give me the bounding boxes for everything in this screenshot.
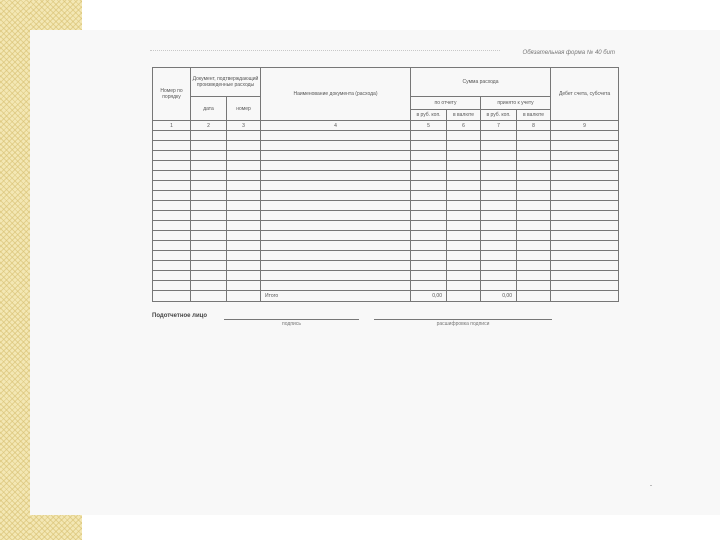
header-by-report: по отчету	[411, 97, 481, 110]
table-cell	[447, 271, 481, 281]
form-label: Обязательная форма № 40 бит	[522, 50, 615, 56]
total-blank-cell	[551, 291, 619, 302]
table-cell	[153, 141, 191, 151]
table-cell	[261, 261, 411, 271]
table-cell	[191, 261, 227, 271]
table-cell	[153, 241, 191, 251]
table-cell	[191, 161, 227, 171]
table-cell	[153, 171, 191, 181]
table-cell	[481, 251, 517, 261]
table-cell	[447, 161, 481, 171]
table-cell	[481, 141, 517, 151]
header-rub-by-report: в руб. коп.	[411, 110, 447, 121]
table-cell	[411, 161, 447, 171]
total-blank-cell	[227, 291, 261, 302]
table-row	[153, 171, 619, 181]
table-cell	[411, 241, 447, 251]
table-cell	[447, 261, 481, 271]
column-number-row	[153, 121, 619, 131]
table-cell	[191, 171, 227, 181]
table-cell	[227, 271, 261, 281]
table-row	[153, 251, 619, 261]
table-cell	[227, 251, 261, 261]
table-cell	[153, 261, 191, 271]
table-cell	[447, 181, 481, 191]
table-cell	[261, 241, 411, 251]
table-cell	[517, 271, 551, 281]
table-cell	[551, 161, 619, 171]
signature-title: Подотчетное лицо	[152, 313, 207, 319]
table-cell	[153, 251, 191, 261]
table-cell	[227, 181, 261, 191]
expense-report-form	[148, 45, 623, 335]
table-cell	[411, 181, 447, 191]
table-cell	[191, 151, 227, 161]
table-cell	[447, 131, 481, 141]
header-document-name: Наименование документа (расхода)	[261, 68, 411, 121]
table-cell	[411, 151, 447, 161]
table-row	[153, 281, 619, 291]
header-dotted-line	[150, 50, 500, 51]
decorative-top-strip	[30, 0, 82, 30]
table-cell	[153, 181, 191, 191]
table-cell	[551, 251, 619, 261]
table-cell	[261, 131, 411, 141]
table-cell	[153, 281, 191, 291]
table-cell	[447, 221, 481, 231]
table-cell	[191, 271, 227, 281]
table-cell	[517, 261, 551, 271]
table-cell	[411, 281, 447, 291]
table-cell	[411, 211, 447, 221]
table-row	[153, 141, 619, 151]
table-cell	[517, 211, 551, 221]
table-cell	[481, 161, 517, 171]
table-cell	[481, 261, 517, 271]
table-cell	[261, 271, 411, 281]
table-cell	[261, 161, 411, 171]
table-row	[153, 131, 619, 141]
total-blank-cell	[191, 291, 227, 302]
name-line	[374, 319, 552, 320]
total-blank-cell	[153, 291, 191, 302]
table-cell	[153, 161, 191, 171]
table-cell	[481, 211, 517, 221]
table-cell	[551, 181, 619, 191]
table-cell	[227, 171, 261, 181]
corner-mark	[650, 485, 652, 486]
table-cell	[261, 171, 411, 181]
table-cell	[447, 251, 481, 261]
table-cell	[447, 201, 481, 211]
signature-caption: подпись	[282, 321, 301, 327]
table-row	[153, 161, 619, 171]
column-number: 6	[447, 121, 481, 131]
table-cell	[517, 191, 551, 201]
table-cell	[261, 201, 411, 211]
decorative-side-strip	[0, 0, 30, 540]
total-blank-cell	[517, 291, 551, 302]
table-cell	[411, 251, 447, 261]
header-currency-by-report: в валюте	[447, 110, 481, 121]
table-cell	[191, 211, 227, 221]
table-cell	[551, 191, 619, 201]
table-cell	[153, 201, 191, 211]
table-cell	[481, 151, 517, 161]
header-document-group: Документ, подтверждающий произведенные расходы	[191, 68, 261, 97]
table-cell	[191, 181, 227, 191]
table-cell	[261, 251, 411, 261]
table-cell	[191, 231, 227, 241]
table-cell	[551, 131, 619, 141]
table-row	[153, 271, 619, 281]
table-cell	[447, 141, 481, 151]
table-cell	[517, 161, 551, 171]
name-caption: расшифровка подписи	[436, 321, 490, 327]
table-cell	[191, 221, 227, 231]
table-cell	[227, 161, 261, 171]
table-cell	[481, 191, 517, 201]
table-cell	[411, 171, 447, 181]
table-cell	[153, 131, 191, 141]
table-cell	[261, 221, 411, 231]
expense-table	[152, 67, 619, 302]
header-accepted: принято к учету	[481, 97, 551, 110]
column-number: 5	[411, 121, 447, 131]
total-accepted-rub: 0,00	[481, 291, 517, 302]
table-cell	[227, 151, 261, 161]
table-row	[153, 151, 619, 161]
table-cell	[551, 171, 619, 181]
table-cell	[551, 231, 619, 241]
total-by-report-rub: 0,00	[411, 291, 447, 302]
table-cell	[191, 241, 227, 251]
table-row	[153, 241, 619, 251]
table-cell	[517, 231, 551, 241]
table-cell	[227, 131, 261, 141]
table-cell	[227, 211, 261, 221]
table-cell	[411, 221, 447, 231]
table-cell	[481, 221, 517, 231]
table-cell	[447, 171, 481, 181]
table-cell	[261, 281, 411, 291]
table-cell	[517, 181, 551, 191]
table-cell	[517, 221, 551, 231]
table-cell	[517, 131, 551, 141]
table-cell	[517, 241, 551, 251]
table-cell	[411, 261, 447, 271]
table-cell	[153, 191, 191, 201]
table-cell	[153, 211, 191, 221]
table-cell	[447, 241, 481, 251]
total-row	[153, 291, 619, 302]
table-cell	[227, 141, 261, 151]
table-cell	[261, 231, 411, 241]
table-row	[153, 201, 619, 211]
column-number: 3	[227, 121, 261, 131]
table-cell	[517, 281, 551, 291]
header-sum-group: Сумма расхода	[411, 68, 551, 97]
table-cell	[191, 131, 227, 141]
table-cell	[227, 221, 261, 231]
table-cell	[191, 281, 227, 291]
table-cell	[481, 131, 517, 141]
table-cell	[411, 271, 447, 281]
header-date: дата	[191, 97, 227, 121]
table-row	[153, 231, 619, 241]
header-number: номер	[227, 97, 261, 121]
column-number: 7	[481, 121, 517, 131]
table-cell	[447, 231, 481, 241]
table-cell	[261, 181, 411, 191]
table-cell	[191, 191, 227, 201]
column-number: 2	[191, 121, 227, 131]
table-cell	[153, 271, 191, 281]
table-cell	[447, 211, 481, 221]
table-cell	[481, 271, 517, 281]
signature-line	[224, 319, 359, 320]
table-row	[153, 191, 619, 201]
table-cell	[411, 231, 447, 241]
header-debit-account: Дебет счета, субсчета	[551, 68, 619, 121]
table-cell	[551, 281, 619, 291]
table-cell	[191, 201, 227, 211]
table-cell	[517, 151, 551, 161]
empty-rows	[153, 131, 619, 291]
decorative-bottom-strip	[30, 515, 82, 540]
table-cell	[517, 171, 551, 181]
table-cell	[551, 271, 619, 281]
table-cell	[411, 191, 447, 201]
table-cell	[227, 231, 261, 241]
table-cell	[261, 211, 411, 221]
table-cell	[481, 181, 517, 191]
table-cell	[411, 201, 447, 211]
column-number: 4	[261, 121, 411, 131]
table-cell	[447, 151, 481, 161]
table-cell	[517, 141, 551, 151]
table-cell	[447, 191, 481, 201]
table-cell	[153, 151, 191, 161]
table-cell	[227, 281, 261, 291]
table-cell	[517, 201, 551, 211]
table-cell	[481, 171, 517, 181]
table-cell	[411, 131, 447, 141]
column-number: 8	[517, 121, 551, 131]
table-cell	[551, 221, 619, 231]
table-cell	[261, 141, 411, 151]
table-cell	[153, 221, 191, 231]
header-currency-accepted: в валюте	[517, 110, 551, 121]
total-label: Итого	[261, 291, 411, 302]
table-cell	[227, 191, 261, 201]
table-cell	[551, 241, 619, 251]
table-cell	[551, 151, 619, 161]
table-cell	[227, 201, 261, 211]
table-cell	[551, 201, 619, 211]
table-cell	[191, 141, 227, 151]
table-cell	[261, 191, 411, 201]
column-number: 9	[551, 121, 619, 131]
table-cell	[551, 211, 619, 221]
table-cell	[227, 261, 261, 271]
total-blank-cell	[447, 291, 481, 302]
table-cell	[481, 281, 517, 291]
table-cell	[481, 241, 517, 251]
signature-block	[152, 313, 622, 333]
table-row	[153, 211, 619, 221]
header-rub-accepted: в руб. коп.	[481, 110, 517, 121]
table-cell	[411, 141, 447, 151]
table-cell	[227, 241, 261, 251]
table-cell	[447, 281, 481, 291]
table-cell	[261, 151, 411, 161]
table-row	[153, 221, 619, 231]
table-row	[153, 181, 619, 191]
table-row	[153, 261, 619, 271]
table-cell	[481, 201, 517, 211]
table-cell	[551, 141, 619, 151]
table-cell	[551, 261, 619, 271]
table-cell	[481, 231, 517, 241]
table-cell	[191, 251, 227, 261]
header-row-number: Номер по порядку	[153, 68, 191, 121]
table-cell	[517, 251, 551, 261]
column-number: 1	[153, 121, 191, 131]
table-cell	[153, 231, 191, 241]
